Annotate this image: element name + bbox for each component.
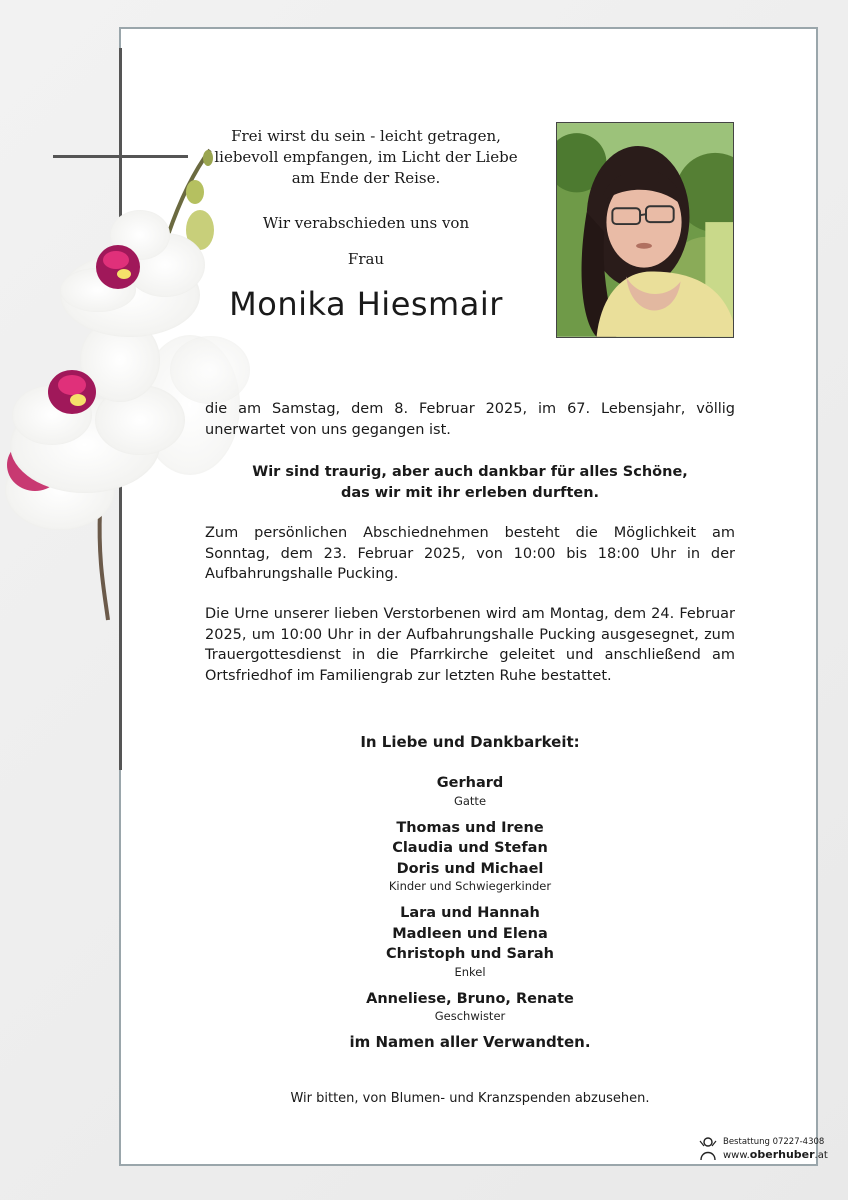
mourner-name: Christoph und Sarah [386, 946, 554, 962]
undertaker-label: Bestattung [723, 1137, 770, 1147]
closing-phrase: In Liebe und Dankbarkeit: [360, 733, 580, 751]
mourner-name: Doris und Michael [396, 860, 544, 877]
mourner-name: Lara und Hannah [400, 905, 540, 921]
mourner-group [205, 818, 735, 895]
mourner-name: Claudia und Stefan [392, 840, 548, 856]
mourner-name: Madleen und Elena [392, 925, 548, 942]
undertaker-website[interactable] [723, 1148, 828, 1161]
mourner-name: Anneliese, Bruno, Renate [366, 990, 574, 1007]
quote-line: Wir sind traurig, aber auch dankbar für alles Schöne, [252, 464, 688, 480]
salutation: Frau [347, 250, 385, 268]
viewing-paragraph: Zum persönlichen Abschiednehmen besteht die Möglichkeit am Sonntag, dem 23. Februar 2025, von 10:00 bis 18:00 Uhr in der Aufbahrungshalle Pucking. [205, 525, 735, 582]
poem-line: Frei wirst du sein - leicht getragen, [231, 127, 501, 145]
farewell-intro: Wir verabschieden uns von [262, 214, 470, 232]
death-notice-paragraph: die am Samstag, dem 8. Februar 2025, im 67. Lebensjahr, völlig unerwartet von uns gegangen ist. [205, 401, 735, 438]
mourner-group [205, 773, 735, 809]
mourner-relation: Geschwister [434, 1009, 506, 1023]
undertaker-figure-icon [697, 1136, 719, 1162]
mourner-group [205, 989, 735, 1025]
poem [196, 126, 536, 189]
url-brand: oberhuber [749, 1148, 815, 1161]
undertaker-label-line [723, 1137, 824, 1147]
poem-line: am Ende der Reise. [291, 169, 441, 187]
undertaker-phone: 07227-4308 [772, 1137, 825, 1147]
undertaker-logo [697, 1136, 828, 1162]
sorrow-quote [205, 462, 735, 504]
donation-request: Wir bitten, von Blumen- und Kranzspenden abzusehen. [290, 1091, 650, 1106]
url-suffix: .at [814, 1150, 828, 1161]
mourner-relation: Kinder und Schwiegerkinder [388, 879, 552, 893]
deceased-portrait-photo [556, 122, 734, 338]
poem-line: liebevoll empfangen, im Licht der Liebe [214, 148, 518, 166]
deceased-name: Monika Hiesmair [229, 285, 503, 323]
mourners-list [205, 733, 735, 1051]
on-behalf-line: im Namen aller Verwandten. [349, 1033, 591, 1051]
mourner-name: Gerhard [436, 775, 504, 791]
mourner-name: Thomas und Irene [396, 819, 544, 836]
url-prefix: www. [723, 1150, 750, 1161]
mourner-group [205, 903, 735, 980]
mourner-relation: Gatte [453, 793, 487, 808]
funeral-paragraph: Die Urne unserer lieben Verstorbenen wird am Montag, dem 24. Februar 2025, um 10:00 Uhr in der Aufbahrungshalle Pucking ausgesegnet, zum Trauergottesdienst in die Pfarrkirche geleitet und anschließend am Ortsfriedhof im Familiengrab zur letzten Ruhe bestattet. [205, 606, 735, 684]
quote-line: das wir mit ihr erleben durften. [340, 485, 600, 501]
mourner-relation: Enkel [454, 964, 486, 979]
